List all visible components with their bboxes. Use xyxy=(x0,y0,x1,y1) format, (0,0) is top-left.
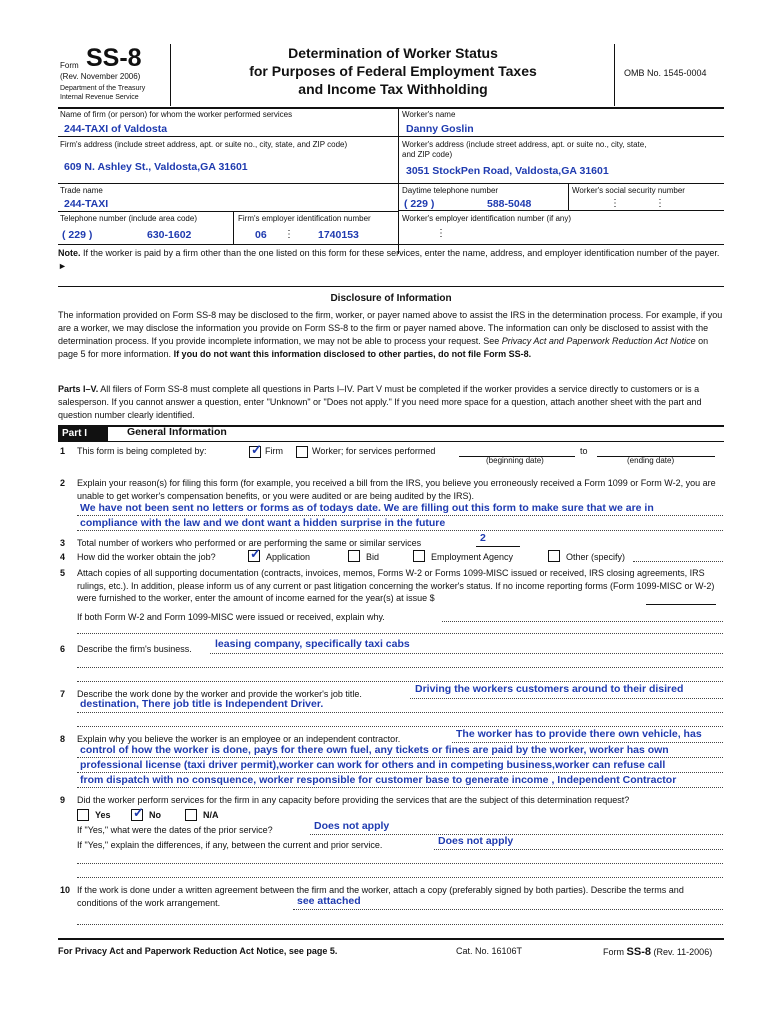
q3-text: Total number of workers who performed or are performing the same or similar services xyxy=(77,538,422,548)
payer-note xyxy=(58,247,722,273)
firm-name-label: Name of firm (or person) for whom the worker performed services xyxy=(60,110,293,119)
ein-separator: ⋮ xyxy=(284,229,294,240)
worker-address-label-2: and ZIP code) xyxy=(402,150,453,159)
q1-ending-date-label: (ending date) xyxy=(627,456,675,465)
form-number: SS-8 xyxy=(86,44,142,72)
footer-cat-number: Cat. No. 16106T xyxy=(456,946,523,956)
q5-amount-line[interactable] xyxy=(646,604,716,605)
q9-na-checkbox[interactable] xyxy=(185,809,197,821)
q3-answer[interactable]: 2 xyxy=(480,532,486,544)
ssn-label: Worker's social security number xyxy=(572,186,685,195)
dept-line2: Internal Revenue Service xyxy=(60,94,139,101)
q1-to: to xyxy=(580,446,588,456)
footer-form-word: Form xyxy=(603,947,624,957)
firm-address-value[interactable]: 609 N. Ashley St., Valdosta,GA 31601 xyxy=(64,161,248,173)
q6-answer[interactable]: leasing company, specifically taxi cabs xyxy=(215,638,410,650)
worker-address-label: Worker's address (include street address, apt. or suite no., city, state, xyxy=(402,140,647,149)
disclosure-p1: The information provided on Form SS-8 may be disclosed to the firm, worker, or payer named above to assist the IRS in the determination process. For example, if you are a worker, we may disclose the information you provide on Form SS-8 to the firm or payer named above. The information can only be disclosed to assist with the determination process. If you provide incomplete information, we may not be able to process your request. See xyxy=(58,310,723,346)
trade-name-label: Trade name xyxy=(60,186,103,195)
q5-number: 5 xyxy=(60,568,66,578)
q7-answer-line1[interactable]: Driving the workers customers around to their disired xyxy=(415,683,684,695)
q6-text: Describe the firm's business. xyxy=(77,644,192,654)
ssn-separator-2: ⋮ xyxy=(655,198,665,209)
disclosure-p1-after: on page 5 for more information. xyxy=(58,336,709,359)
q9-yes-checkbox[interactable] xyxy=(77,809,89,821)
q9-dates-text: If "Yes," what were the dates of the prior service? xyxy=(77,825,273,835)
q3-number: 3 xyxy=(60,538,66,548)
q1-worker-checkbox[interactable] xyxy=(296,446,308,458)
worker-name-value[interactable]: Danny Goslin xyxy=(406,123,474,135)
phone-number[interactable]: 630-1602 xyxy=(147,229,192,241)
q4-agency-checkbox[interactable] xyxy=(413,550,425,562)
q9-no-checkbox[interactable] xyxy=(131,805,144,821)
disclosure-p1-italic: Privacy Act and Paperwork Reduction Act Notice xyxy=(501,336,696,346)
q9-text: Did the worker perform services for the firm in any capacity before providing the services that are the subject of this determination request? xyxy=(77,795,630,805)
daytime-phone-label: Daytime telephone number xyxy=(402,186,499,195)
q4-bid-label: Bid xyxy=(366,552,380,562)
q4-application-label: Application xyxy=(266,552,311,562)
ein-suffix[interactable]: 1740153 xyxy=(318,229,359,241)
q9-yes-label: Yes xyxy=(95,810,111,820)
disclosure-title: Disclosure of Information xyxy=(330,293,452,304)
parts-paragraph xyxy=(58,383,724,422)
q7-text: Describe the work done by the worker and provide the worker's job title. xyxy=(77,689,362,699)
checkmark-icon: ✓ xyxy=(251,442,262,457)
footer-rev: (Rev. 11-2006) xyxy=(653,947,713,957)
q9-number: 9 xyxy=(60,795,66,805)
q5-text2: If both Form W-2 and Form 1099-MISC were issued or received, explain why. xyxy=(77,612,385,622)
q4-other-label: Other (specify) xyxy=(566,552,626,562)
q1-firm-checkbox[interactable] xyxy=(249,442,262,458)
q4-text: How did the worker obtain the job? xyxy=(77,552,216,562)
firm-name-value[interactable]: 244-TAXI of Valdosta xyxy=(64,123,168,135)
q7-number: 7 xyxy=(60,689,66,699)
form-word: Form xyxy=(60,61,79,70)
ein-label: Firm's employer identification number xyxy=(238,214,371,223)
q9-na-label: N/A xyxy=(203,810,219,820)
q4-application-checkbox[interactable] xyxy=(248,546,261,562)
q2-answer-line2[interactable]: compliance with the law and we dont want a hidden surprise in the future xyxy=(80,517,446,529)
title-line2: for Purposes of Federal Employment Taxes xyxy=(249,63,537,79)
q2-number: 2 xyxy=(60,478,66,488)
checkmark-icon: ✓ xyxy=(250,546,261,561)
note-text: If the worker is paid by a firm other than the one listed on this form for these services, enter the name, address, and employer identification number of the payer. ► xyxy=(58,248,720,271)
phone-area: 229 xyxy=(68,229,86,241)
part1-tag: Part I xyxy=(58,426,108,441)
q1-worker-label: Worker; for services performed xyxy=(312,446,436,456)
q8-text: Explain why you believe the worker is an employee or an independent contractor. xyxy=(77,734,401,744)
q9-dates-answer[interactable]: Does not apply xyxy=(314,820,390,832)
q10-number: 10 xyxy=(60,885,71,895)
note-bold: Note. xyxy=(58,248,81,258)
q9-no-label: No xyxy=(149,810,161,820)
checkmark-icon: ✓ xyxy=(133,805,144,820)
daytime-phone-area: 229 xyxy=(410,198,428,210)
q9-diff-answer[interactable]: Does not apply xyxy=(438,835,514,847)
worker-address-value[interactable]: 3051 StockPen Road, Valdosta,GA 31601 xyxy=(406,165,609,177)
title-line1: Determination of Worker Status xyxy=(288,45,498,61)
omb-number: OMB No. 1545-0004 xyxy=(624,68,707,78)
dept-line1: Department of the Treasury xyxy=(60,85,146,92)
footer-privacy-notice: For Privacy Act and Paperwork Reduction Act Notice, see page 5. xyxy=(58,946,338,956)
q10-answer[interactable]: see attached xyxy=(297,895,361,907)
q1-beginning-date-label: (beginning date) xyxy=(486,456,544,465)
part1-title: General Information xyxy=(127,426,227,438)
worker-name-label: Worker's name xyxy=(402,110,456,119)
q9-diff-text: If "Yes," explain the differences, if any, between the current and prior service. xyxy=(77,840,383,850)
daytime-phone-number[interactable]: 588-5048 xyxy=(487,198,532,210)
revision: (Rev. November 2006) xyxy=(60,72,141,81)
q8-number: 8 xyxy=(60,734,66,744)
title-line3: and Income Tax Withholding xyxy=(298,81,488,97)
worker-ein-label: Worker's employer identification number (if any) xyxy=(402,214,571,223)
q4-bid-checkbox[interactable] xyxy=(348,550,360,562)
ein-prefix[interactable]: 06 xyxy=(255,229,267,241)
q8-answer-line1[interactable]: The worker has to provide there own vehicle, has xyxy=(456,728,702,740)
q1-text: This form is being completed by: xyxy=(77,446,207,456)
trade-name-value[interactable]: 244-TAXI xyxy=(64,198,109,210)
phone-label: Telephone number (include area code) xyxy=(60,214,197,223)
q8-answer-line4[interactable]: from dispatch with no consquence, worker responsible for customer base to generate income , Independent Contractor xyxy=(80,774,677,786)
q2-answer-line1[interactable]: We have not been sent no letters or forms as of todays date. We are filling out this form to make sure that we are in xyxy=(80,502,654,514)
footer-form xyxy=(603,946,712,958)
footer-form-number: SS-8 xyxy=(626,946,651,958)
q7-answer-line2[interactable]: destination, There job title is Independent Driver. xyxy=(80,698,324,710)
q8-answer-line3[interactable]: professional license (taxi driver permit),worker can work for others and in competing business,worker can refuse call xyxy=(80,759,666,771)
disclosure-paragraph xyxy=(58,309,724,361)
q4-agency-label: Employment Agency xyxy=(431,552,514,562)
q4-number: 4 xyxy=(60,552,66,562)
q5-text: Attach copies of all supporting documentation (contracts, invoices, memos, Forms W-2 or Forms 1099-MISC issued or received, IRS closing agreements, IRS rulings, etc.). In addition, please inform us of any current or past litigation concerning the worker's status. If no income reporting forms (Form 1099-MISC or W-2) were furnished to the worker, enter the amount of income earned for the year(s) at issue $ xyxy=(77,568,715,603)
form-title xyxy=(172,44,614,98)
q1-firm-label: Firm xyxy=(265,446,283,456)
phone[interactable]: ( 229 ) xyxy=(62,229,93,241)
q10-text: If the work is done under a written agreement between the firm and the worker, attach a copy (preferably signed by both parties). Describe the terms and conditions of the work arrangement. xyxy=(77,885,684,908)
parts-text: All filers of Form SS-8 must complete all questions in Parts I–IV. Part V must be completed if the worker provides a service directly to customers or is a salesperson. If you cannot answer a question, enter "Unknown" or "Does not apply." If you need more space for a question, attach another sheet with the part and question number clearly identified. xyxy=(58,384,702,420)
q2-text: Explain your reason(s) for filing this form (for example, you received a bill from the IRS, you believe you erroneously received a Form 1099 or Form W-2, you are unable to get worker's compensation benefits, or you were audited or are being audited by the IRS). xyxy=(77,478,716,501)
q1-number: 1 xyxy=(60,446,66,456)
worker-ein-separator[interactable]: ⋮ xyxy=(436,228,446,239)
q4-other-checkbox[interactable] xyxy=(548,550,560,562)
daytime-phone[interactable]: ( 229 ) xyxy=(404,198,435,210)
firm-address-label: Firm's address (include street address, apt. or suite no., city, state, and ZIP code) xyxy=(60,140,348,149)
q6-number: 6 xyxy=(60,644,66,654)
ssn-separator[interactable]: ⋮ xyxy=(610,198,620,209)
q8-answer-line2[interactable]: control of how the worker is done, pays for there own fuel, any tickets or fines are paid by the worker, worker has own xyxy=(80,744,669,756)
parts-bold: Parts I–V. xyxy=(58,384,99,394)
disclosure-p1-bold: If you do not want this information disclosed to other parties, do not file Form SS-8. xyxy=(173,349,532,359)
